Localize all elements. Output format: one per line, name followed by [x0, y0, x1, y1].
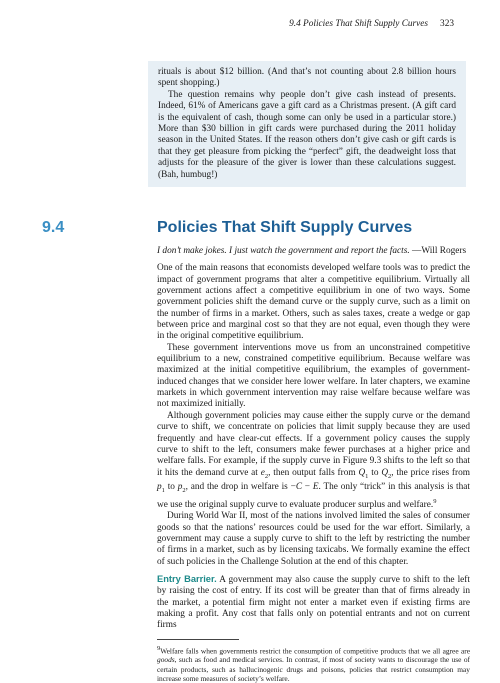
body-paragraph-2: These government interventions move us from an unconstrained competitive equilibrium to a new, constrained competitive equilibrium. Because welfare was maximized at the initial competitive equilibrium, the examples of government-induced changes that we consider here lower welfare. In later chapters, we examine markets in which government intervention may raise welfare because welfare was not maximized initially.: [157, 342, 470, 410]
page-number: 323: [440, 19, 454, 29]
entry-barrier-paragraph: [157, 574, 470, 632]
p3-to-2: to: [164, 481, 178, 492]
application-box: [148, 61, 466, 187]
math-q2: Q: [381, 467, 389, 478]
entry-barrier-text: A government may also cause the supply curve to shift to the left by raising the cost of entry. If its cost will be greater than that of firms already in the market, a potential firm might not enter a market even if existing firms are making a profit. Any cost that falls only on potential entrants and not on current firms: [157, 575, 470, 631]
math-e: e: [260, 467, 265, 478]
math-C: C: [295, 481, 303, 492]
p3-text-d: , and the drop in welfare is −: [185, 481, 296, 492]
epigraph: [157, 246, 470, 257]
box-paragraph-1: rituals is about $12 billion. (And that’s not counting about 2.8 billion hours spent shopping.): [158, 67, 456, 89]
entry-barrier-heading: Entry Barrier.: [157, 574, 217, 585]
math-q2-sub: 2: [388, 472, 392, 480]
p3-text-b: , then output falls from: [268, 467, 359, 478]
math-q1: Q: [358, 467, 366, 478]
footnote-text-b: , such as food and medical services. In contrast, if most of society wants to discourage the use of certain products, such as hallucinogenic drugs and poisons, policies that restrict consumption may increase some measures of society’s welfare.: [157, 655, 470, 683]
math-E: E: [312, 481, 319, 492]
epigraph-quote: I don’t make jokes. I just watch the government and report the facts.: [157, 246, 410, 256]
p3-text-c: , the price rises from: [391, 467, 470, 478]
footnote-text-a: Welfare falls when governments restrict the consumption of competitive products that we all agree are: [160, 646, 470, 656]
section-title: Policies That Shift Supply Curves: [157, 219, 413, 236]
p3-text-f: . The only “trick” in this analysis is that we use the original supply curve to evaluate producer surplus and welfare.: [157, 481, 470, 511]
section-number: 9.4: [42, 219, 65, 236]
running-head: [289, 19, 454, 29]
math-e-sub: 2: [264, 472, 269, 480]
math-p1-sub: 1: [161, 486, 165, 494]
math-p1: p: [157, 481, 162, 492]
section-body: [157, 246, 470, 683]
footnote-number: 9: [157, 644, 161, 652]
footnote-marker: 9: [433, 497, 437, 505]
body-paragraph-3: [157, 411, 470, 512]
body-paragraph-1: One of the main reasons that economists developed welfare tools was to predict the impact of government programs that alter a competitive equilibrium. Virtually all government actions affect a competitive equilibrium in one of two ways. Some government policies shift the demand curve or the supply curve, such as a limit on the number of firms in a market. Others, such as sales taxes, create a wedge or gap between price and marginal cost so that they are not equal, even though they were in the original competitive equilibrium.: [157, 263, 470, 342]
box-paragraph-2: The question remains why people don’t give cash instead of presents. Indeed, 61% of Americans gave a gift card as a Christmas present. (A gift card is the equivalent of cash, though some can only be used in a particular store.) More than $30 billion in gift cards were purchased during the 2011 holiday season in the United States. If the reason others don’t give cash or gift cards is that they get pleasure from picking the “perfect” gift, the deadweight loss that adjusts for the pleasure of the giver is lower than these calculations suggest. (Bah, humbug!): [158, 89, 456, 180]
body-paragraph-4: During World War II, most of the nations involved limited the sales of consumer goods so that the nations’ resources could be used for the war effort. Similarly, a government may cause a supply curve to shift to the left by restricting the number of firms in a market, such as by licensing taxicabs. We formally examine the effect of such policies in the Challenge Solution at the end of this chapter.: [157, 511, 470, 567]
math-p2: p: [177, 481, 183, 492]
math-p2-sub: 2: [182, 486, 186, 494]
running-head-title: 9.4 Policies That Shift Supply Curves: [289, 19, 429, 29]
math-q1-sub: 1: [365, 472, 369, 480]
p3-minus: −: [302, 481, 313, 492]
footnote-divider: [157, 639, 239, 640]
p3-to-1: to: [368, 467, 382, 478]
epigraph-attribution: —Will Rogers: [412, 246, 467, 256]
footnote-goods: goods: [157, 655, 175, 665]
p3-text-a: Although government policies may cause either the supply curve or the demand curve to shift, we concentrate on policies that limit supply because they are used frequently and have clear-cut effects. If a government policy causes the supply curve to shift to the left, consumers make fewer purchases at a higher price and welfare falls. For example, if the supply curve in Figure 9.3 shifts to the left so that it hits the demand curve at: [157, 410, 470, 478]
footnote: [157, 644, 470, 683]
